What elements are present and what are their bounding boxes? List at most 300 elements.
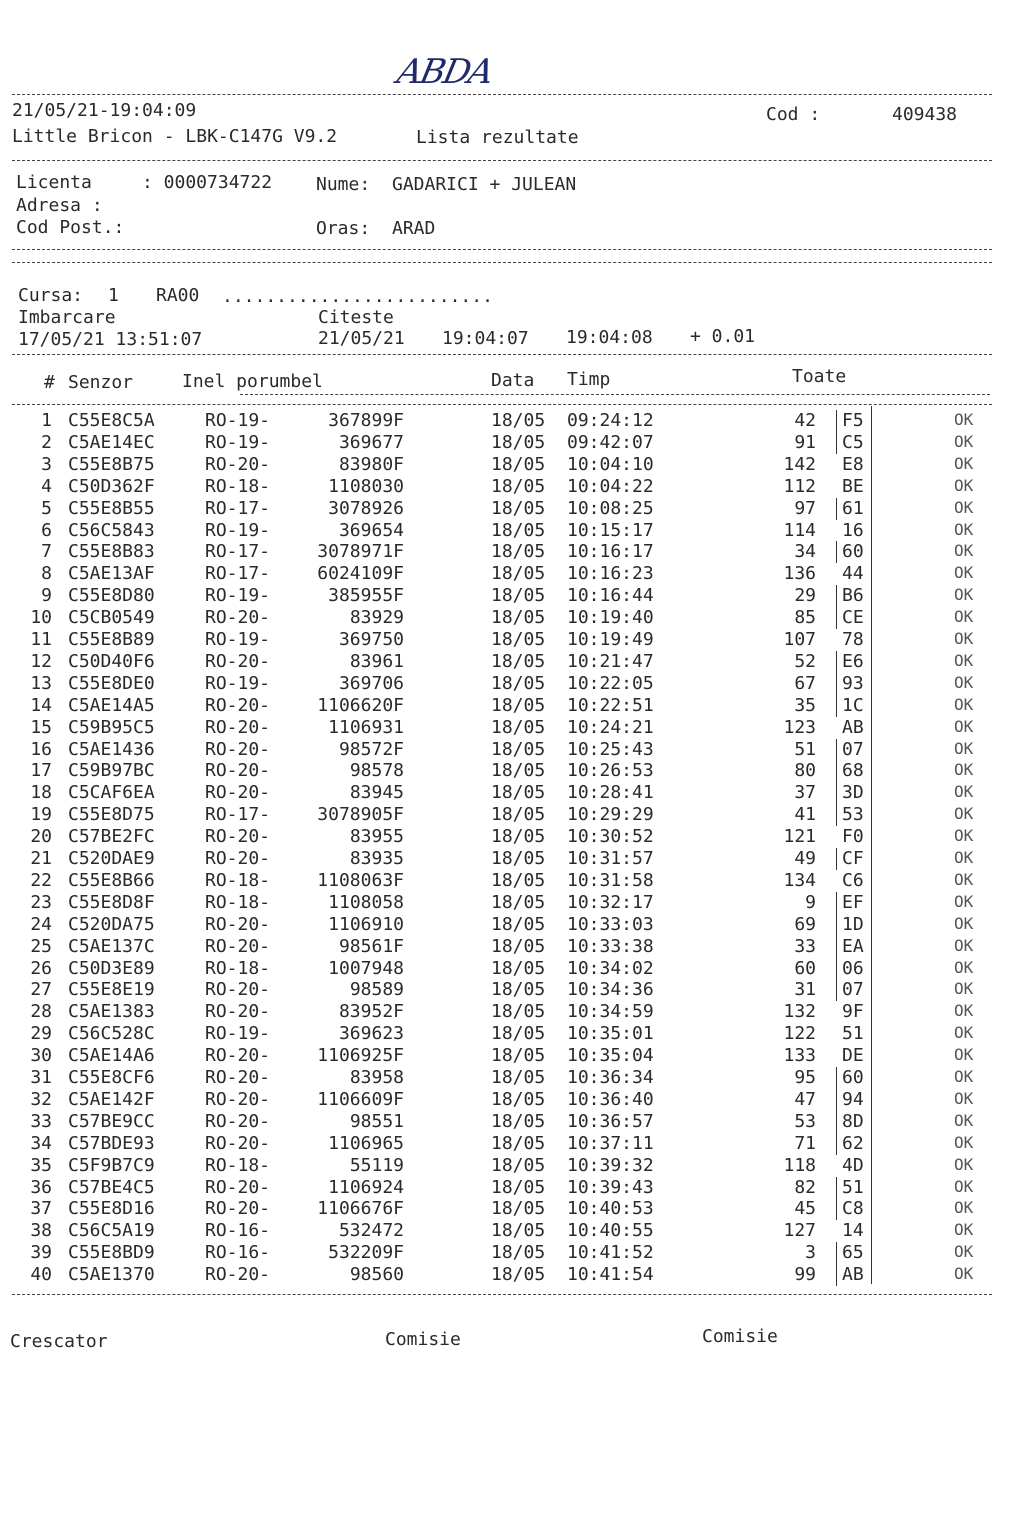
toate-separator (836, 739, 837, 761)
toate-code: B6 (842, 585, 864, 607)
program-name: Little Bricon - LBK-C147G V9.2 (12, 126, 338, 147)
row-number: 19 (30, 804, 52, 826)
col-header-timp: Timp (567, 369, 611, 390)
toate-separator (836, 1111, 837, 1133)
ring-number: 1108058 (328, 891, 404, 913)
toate-value: 123 (783, 716, 816, 738)
toate-value: 91 (794, 431, 816, 453)
arrival-date: 18/05 (491, 519, 546, 541)
ring-number: 98561F (338, 935, 404, 957)
ring-number: 369750 (338, 629, 404, 650)
sensor-id: C5AE14A6 (68, 1045, 155, 1067)
toate-code: DE (842, 1045, 864, 1067)
comisie-signature-label-2: Comisie (702, 1326, 778, 1347)
ring-prefix: RO-17- (205, 497, 271, 519)
col-header-senzor: Senzor (68, 372, 134, 393)
arrival-time: 10:24:21 (567, 716, 654, 738)
arrival-date: 18/05 (491, 497, 546, 519)
arrival-time: 10:31:58 (567, 869, 654, 891)
ring-prefix: RO-20- (205, 1132, 271, 1154)
col-header-toate: Toate (792, 366, 847, 387)
arrival-time: 10:34:02 (567, 957, 654, 979)
arrival-time: 10:37:11 (567, 1132, 654, 1154)
ring-number: 369677 (338, 431, 404, 453)
ring-number: 83961 (349, 650, 404, 672)
row-number: 34 (30, 1132, 52, 1154)
toate-code: 61 (842, 497, 864, 519)
toate-value: 82 (794, 1176, 816, 1198)
status: OK (954, 541, 974, 561)
ring-number: 1106910 (328, 913, 404, 935)
toate-code: 51 (842, 1023, 864, 1045)
row-number: 23 (30, 891, 52, 913)
row-number: 15 (30, 716, 52, 738)
report-title: Lista rezultate (416, 127, 579, 148)
toate-separator (836, 1133, 837, 1155)
arrival-date: 18/05 (491, 1264, 546, 1286)
row-number: 31 (30, 1067, 52, 1088)
ring-number: 3078971F (317, 541, 404, 563)
arrival-time: 10:36:34 (567, 1067, 654, 1088)
imbarcare-label: Imbarcare (18, 307, 116, 328)
status: OK (954, 1001, 974, 1021)
ring-prefix: RO-20- (205, 1067, 271, 1088)
arrival-date: 18/05 (491, 585, 546, 607)
ring-prefix: RO-16- (205, 1242, 271, 1264)
status: OK (954, 694, 974, 714)
toate-separator (836, 848, 837, 870)
status: OK (954, 1154, 974, 1174)
sensor-id: C5AE1383 (68, 1001, 155, 1023)
divider (12, 354, 992, 355)
crescator-signature-label: Crescator (10, 1331, 108, 1352)
arrival-date: 18/05 (491, 410, 546, 431)
row-number: 1 (41, 410, 52, 431)
toate-code: E6 (842, 650, 864, 672)
status: OK (954, 453, 974, 473)
toate-separator (836, 432, 837, 454)
status: OK (954, 1242, 974, 1262)
toate-code: 78 (842, 629, 864, 650)
toate-code: 8D (842, 1110, 864, 1132)
sensor-id: C59B97BC (68, 760, 155, 782)
row-number: 11 (30, 629, 52, 650)
row-number: 7 (41, 541, 52, 563)
sensor-id: C57BE4C5 (68, 1176, 155, 1198)
status: OK (954, 1220, 974, 1240)
arrival-time: 10:41:54 (567, 1264, 654, 1286)
sensor-id: C5F9B7C9 (68, 1154, 155, 1176)
arrival-date: 18/05 (491, 475, 546, 497)
sensor-id: C5AE1370 (68, 1264, 155, 1286)
ring-number: 367899F (328, 410, 404, 431)
ring-prefix: RO-20- (205, 782, 271, 804)
ring-number: 55119 (349, 1154, 404, 1176)
toate-code: 51 (842, 1176, 864, 1198)
ring-prefix: RO-18- (205, 869, 271, 891)
ring-number: 83955 (349, 826, 404, 848)
sensor-id: C5AE14A5 (68, 694, 155, 716)
ring-prefix: RO-19- (205, 1023, 271, 1045)
status: OK (954, 1264, 974, 1284)
toate-value: 112 (783, 475, 816, 497)
status: OK (954, 1176, 974, 1196)
status: OK (954, 563, 974, 583)
toate-code: 07 (842, 738, 864, 760)
arrival-time: 10:04:10 (567, 453, 654, 475)
arrival-time: 10:15:17 (567, 519, 654, 541)
toate-value: 132 (783, 1001, 816, 1023)
ring-prefix: RO-19- (205, 431, 271, 453)
ring-number: 1106609F (317, 1088, 404, 1110)
toate-code: 1D (842, 913, 864, 935)
ring-number: 83945 (349, 782, 404, 804)
sensor-id: C56C5843 (68, 519, 155, 541)
ring-number: 98572F (338, 738, 404, 760)
status: OK (954, 1198, 974, 1218)
ring-number: 98578 (349, 760, 404, 782)
col-header-inel: Inel porumbel (182, 371, 323, 392)
toate-code: 16 (842, 519, 864, 541)
toate-value: 41 (794, 804, 816, 826)
status: OK (954, 848, 974, 867)
handwritten-note: ABDA (393, 52, 496, 92)
ring-number: 1106676F (317, 1198, 404, 1220)
arrival-time: 10:25:43 (567, 738, 654, 760)
toate-code: 68 (842, 760, 864, 782)
ring-prefix: RO-20- (205, 453, 271, 475)
arrival-date: 18/05 (491, 1132, 546, 1154)
arrival-date: 18/05 (491, 607, 546, 629)
arrival-date: 18/05 (491, 1154, 546, 1176)
ring-prefix: RO-20- (205, 1110, 271, 1132)
row-number: 26 (30, 957, 52, 979)
arrival-time: 10:36:57 (567, 1110, 654, 1132)
row-number: 37 (30, 1198, 52, 1220)
arrival-time: 10:16:23 (567, 563, 654, 585)
toate-value: 71 (794, 1132, 816, 1154)
licenta-value: : 0000734722 (142, 172, 273, 193)
toate-separator (836, 695, 837, 717)
toate-value: 67 (794, 672, 816, 694)
status: OK (954, 804, 974, 824)
arrival-date: 18/05 (491, 869, 546, 891)
cod-value: 409438 (892, 104, 958, 125)
toate-separator (836, 782, 837, 804)
ring-number: 369623 (338, 1023, 404, 1045)
cursa-label: Cursa: (18, 285, 84, 306)
divider (240, 394, 990, 395)
arrival-time: 10:40:53 (567, 1198, 654, 1220)
sensor-id: C5AE1436 (68, 738, 155, 760)
row-number: 36 (30, 1176, 52, 1198)
toate-separator (836, 979, 837, 1001)
toate-code: 1C (842, 694, 864, 716)
row-number: 12 (30, 650, 52, 672)
ring-number: 1106924 (328, 1176, 404, 1198)
status: OK (954, 738, 974, 758)
toate-value: 114 (783, 519, 816, 541)
toate-value: 127 (783, 1220, 816, 1242)
oras-label: Oras: (316, 218, 371, 239)
arrival-date: 18/05 (491, 979, 546, 1001)
toate-value: 42 (794, 410, 816, 431)
toate-value: 51 (794, 738, 816, 760)
arrival-time: 10:40:55 (567, 1220, 654, 1242)
arrival-time: 10:26:53 (567, 760, 654, 782)
arrival-date: 18/05 (491, 694, 546, 716)
toate-value: 133 (783, 1045, 816, 1067)
arrival-time: 09:24:12 (567, 410, 654, 431)
toate-value: 3 (805, 1242, 816, 1264)
sensor-id: C55E8D16 (68, 1198, 155, 1220)
arrival-time: 10:34:59 (567, 1001, 654, 1023)
divider (12, 160, 992, 161)
arrival-time: 10:31:57 (567, 848, 654, 869)
toate-value: 136 (783, 563, 816, 585)
row-number: 25 (30, 935, 52, 957)
ring-number: 1007948 (328, 957, 404, 979)
sensor-id: C55E8CF6 (68, 1067, 155, 1088)
ring-prefix: RO-18- (205, 891, 271, 913)
ring-number: 3078905F (317, 804, 404, 826)
toate-value: 31 (794, 979, 816, 1001)
sensor-id: C55E8BD9 (68, 1242, 155, 1264)
arrival-date: 18/05 (491, 1176, 546, 1198)
nume-value: GADARICI + JULEAN (392, 174, 577, 195)
ring-prefix: RO-20- (205, 1088, 271, 1110)
sensor-id: C55E8C5A (68, 410, 155, 431)
arrival-time: 10:19:40 (567, 607, 654, 629)
toate-separator (836, 892, 837, 914)
sensor-id: C55E8D8F (68, 891, 155, 913)
toate-code: F5 (842, 410, 864, 431)
ring-number: 369654 (338, 519, 404, 541)
toate-value: 52 (794, 650, 816, 672)
toate-value: 121 (783, 826, 816, 848)
status: OK (954, 760, 974, 780)
status: OK (954, 585, 974, 605)
status: OK (954, 979, 974, 999)
citeste-label: Citeste (318, 307, 394, 328)
comisie-signature-label-1: Comisie (385, 1329, 461, 1350)
sensor-id: C55E8DE0 (68, 672, 155, 694)
sensor-id: C520DA75 (68, 913, 155, 935)
toate-code: C8 (842, 1198, 864, 1220)
arrival-date: 18/05 (491, 1110, 546, 1132)
toate-code: E8 (842, 453, 864, 475)
toate-code: 65 (842, 1242, 864, 1264)
status: OK (954, 607, 974, 627)
toate-value: 34 (794, 541, 816, 563)
ring-prefix: RO-19- (205, 629, 271, 650)
ring-number: 83929 (349, 607, 404, 629)
toate-separator (836, 1177, 837, 1199)
ring-prefix: RO-16- (205, 1220, 271, 1242)
arrival-date: 18/05 (491, 563, 546, 585)
arrival-date: 18/05 (491, 541, 546, 563)
ring-prefix: RO-20- (205, 607, 271, 629)
row-number: 28 (30, 1001, 52, 1023)
status: OK (954, 1110, 974, 1130)
ring-number: 1106620F (317, 694, 404, 716)
arrival-date: 18/05 (491, 957, 546, 979)
column-separator (871, 406, 872, 1284)
arrival-date: 18/05 (491, 760, 546, 782)
ring-prefix: RO-19- (205, 585, 271, 607)
toate-separator (836, 410, 837, 432)
ring-prefix: RO-20- (205, 848, 271, 869)
sensor-id: C5CB0549 (68, 607, 155, 629)
toate-value: 49 (794, 848, 816, 869)
arrival-time: 10:30:52 (567, 826, 654, 848)
status: OK (954, 1067, 974, 1086)
col-header-data: Data (491, 370, 535, 391)
arrival-date: 18/05 (491, 672, 546, 694)
toate-code: 93 (842, 672, 864, 694)
status: OK (954, 475, 974, 495)
ring-prefix: RO-20- (205, 1264, 271, 1286)
race-dots: ......................... (222, 286, 493, 307)
toate-code: EF (842, 891, 864, 913)
toate-code: AB (842, 716, 864, 738)
ring-prefix: RO-20- (205, 935, 271, 957)
status: OK (954, 1088, 974, 1108)
ring-number: 369706 (338, 672, 404, 694)
arrival-date: 18/05 (491, 431, 546, 453)
cod-post-label: Cod Post.: (16, 217, 125, 238)
toate-value: 60 (794, 957, 816, 979)
sensor-id: C55E8B66 (68, 869, 155, 891)
arrival-time: 10:39:43 (567, 1176, 654, 1198)
toate-code: 53 (842, 804, 864, 826)
ring-prefix: RO-18- (205, 475, 271, 497)
arrival-time: 10:33:03 (567, 913, 654, 935)
status: OK (954, 410, 974, 429)
arrival-date: 18/05 (491, 453, 546, 475)
citeste-date: 21/05/21 (318, 328, 405, 349)
toate-value: 47 (794, 1088, 816, 1110)
sensor-id: C56C528C (68, 1023, 155, 1045)
row-number: 10 (30, 607, 52, 629)
status: OK (954, 782, 974, 802)
row-number: 16 (30, 738, 52, 760)
toate-separator (836, 1089, 837, 1111)
row-number: 40 (30, 1264, 52, 1286)
sensor-id: C5AE142F (68, 1088, 155, 1110)
ring-prefix: RO-17- (205, 541, 271, 563)
arrival-date: 18/05 (491, 913, 546, 935)
arrival-time: 10:33:38 (567, 935, 654, 957)
sensor-id: C55E8D75 (68, 804, 155, 826)
ring-number: 83952F (338, 1001, 404, 1023)
citeste-time-2: 19:04:08 (566, 327, 653, 348)
toate-value: 99 (794, 1264, 816, 1286)
ring-prefix: RO-20- (205, 1045, 271, 1067)
arrival-time: 10:36:40 (567, 1088, 654, 1110)
sensor-id: C5AE13AF (68, 563, 155, 585)
toate-code: 06 (842, 957, 864, 979)
ring-prefix: RO-18- (205, 1154, 271, 1176)
arrival-time: 10:35:04 (567, 1045, 654, 1067)
toate-code: 3D (842, 782, 864, 804)
arrival-date: 18/05 (491, 650, 546, 672)
arrival-date: 18/05 (491, 716, 546, 738)
toate-separator (836, 958, 837, 980)
arrival-time: 10:08:25 (567, 497, 654, 519)
toate-separator (836, 673, 837, 695)
status: OK (954, 716, 974, 736)
divider (12, 404, 992, 405)
row-number: 13 (30, 672, 52, 694)
toate-separator (836, 804, 837, 826)
sensor-id: C55E8D80 (68, 585, 155, 607)
ring-number: 98589 (349, 979, 404, 1001)
ring-number: 83958 (349, 1067, 404, 1088)
toate-value: 53 (794, 1110, 816, 1132)
arrival-time: 10:22:51 (567, 694, 654, 716)
arrival-time: 10:21:47 (567, 650, 654, 672)
ring-number: 385955F (328, 585, 404, 607)
ring-prefix: RO-20- (205, 650, 271, 672)
arrival-date: 18/05 (491, 826, 546, 848)
toate-code: AB (842, 1264, 864, 1286)
toate-separator (836, 1067, 837, 1089)
ring-number: 532209F (328, 1242, 404, 1264)
ring-number: 1108063F (317, 869, 404, 891)
sensor-id: C59B95C5 (68, 716, 155, 738)
ring-prefix: RO-20- (205, 979, 271, 1001)
status: OK (954, 650, 974, 670)
row-number: 22 (30, 869, 52, 891)
cod-label: Cod : (766, 104, 821, 125)
licenta-label: Licenta (16, 172, 92, 193)
imbarcare-value: 17/05/21 13:51:07 (18, 329, 203, 350)
arrival-date: 18/05 (491, 782, 546, 804)
ring-prefix: RO-18- (205, 957, 271, 979)
ring-number: 1106925F (317, 1045, 404, 1067)
status: OK (954, 629, 974, 648)
sensor-id: C57BE9CC (68, 1110, 155, 1132)
toate-code: 07 (842, 979, 864, 1001)
arrival-time: 09:42:07 (567, 431, 654, 453)
toate-code: 60 (842, 1067, 864, 1088)
row-number: 17 (30, 760, 52, 782)
arrival-time: 10:16:17 (567, 541, 654, 563)
sensor-id: C55E8B83 (68, 541, 155, 563)
status: OK (954, 957, 974, 977)
ring-prefix: RO-17- (205, 804, 271, 826)
row-number: 24 (30, 913, 52, 935)
arrival-date: 18/05 (491, 848, 546, 869)
toate-value: 107 (783, 629, 816, 650)
sensor-id: C520DAE9 (68, 848, 155, 869)
status: OK (954, 519, 974, 539)
row-number: 20 (30, 826, 52, 848)
sensor-id: C50D40F6 (68, 650, 155, 672)
row-number: 2 (41, 431, 52, 453)
ring-prefix: RO-19- (205, 410, 271, 431)
arrival-time: 10:32:17 (567, 891, 654, 913)
ring-number: 3078926 (328, 497, 404, 519)
arrival-date: 18/05 (491, 1023, 546, 1045)
toate-code: F0 (842, 826, 864, 848)
ring-number: 83935 (349, 848, 404, 869)
toate-value: 118 (783, 1154, 816, 1176)
sensor-id: C50D362F (68, 475, 155, 497)
toate-value: 29 (794, 585, 816, 607)
sensor-id: C5AE137C (68, 935, 155, 957)
